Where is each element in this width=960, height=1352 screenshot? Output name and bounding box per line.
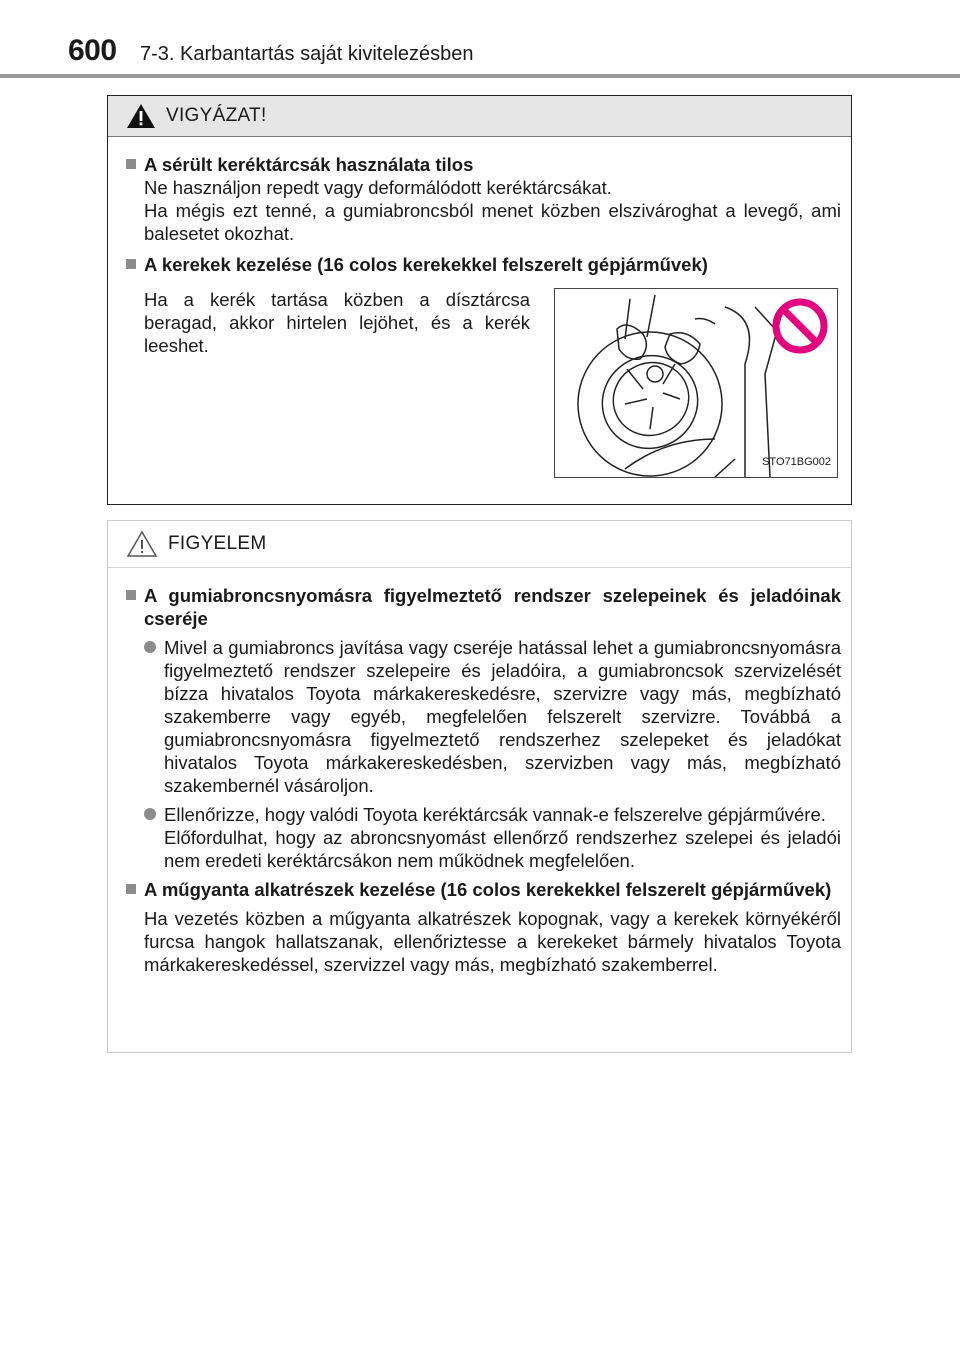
warning-item-text: Ha a kerék tartása közben a dísztárcsa beragad, akkor hirtelen lejöhet, és a kerék leeshet. [144,289,530,356]
warning-item-text: Ne használjon repedt vagy deformálódott keréktárcsákat. Ha mégis ezt tenné, a gumiabroncsból menet közben elszivároghat a levegő, ami balesetet okozhat. [144,177,841,244]
round-bullet-icon [144,808,156,820]
warning-header [108,96,851,137]
warning-title: VIGYÁZAT! [166,105,267,126]
bullet-item: Mivel a gumiabroncs javítása vagy cseréje hatással lehet a gumiabroncsnyomásra figyelmeztető rendszer szelepeire és jeladóira, a gumiabroncsok szervizelését bízza hivatalos Toyota márkakereskedésre, szervizre vagy más, megbízható szakemberre vagy egyéb, megfelelően felszerelt szervizre. Továbbá a gumiabroncsnyomásra figyelmeztető rendszerhez szelepeket és jeladókat hivatalos Toyota márkakereskedésben, szervizben vagy más, megbízható szakembernél vásároljon. [144,636,841,797]
square-bullet-icon [126,259,136,269]
warning-triangle-icon [126,103,156,129]
notice-item-title: A műgyanta alkatrészek kezelése (16 colos kerekekkel felszerelt gépjárművek) [124,878,841,901]
page-number: 600 [68,34,117,67]
notice-box [107,520,852,1053]
notice-title: FIGYELEM [168,533,267,554]
chapter-title: 7-3. Karbantartás saját kivitelezésben [140,43,474,65]
notice-triangle-icon [126,530,158,558]
notice-item-title: A gumiabroncsnyomásra figyelmeztető rendszer szelepeinek és jeladóinak cseréje [124,584,841,630]
square-bullet-icon [126,159,136,169]
square-bullet-icon [126,590,136,600]
prohibition-icon [771,297,829,355]
notice-header [108,521,851,568]
warning-box [107,95,852,505]
notice-item-text: Ha vezetés közben a műgyanta alkatrészek kopognak, vagy a kerekek környékéről furcsa hangok hallatszanak, ellenőriztesse a kerekeket bármely hivatalos Toyota márkakereskedéssel, szervizzel vagy más, megbízható szakemberrel. [144,908,841,975]
round-bullet-icon [144,641,156,653]
header-rule [0,74,960,78]
bullet-item: Ellenőrizze, hogy valódi Toyota keréktárcsák vannak-e felszerelve gépjárművére. Előfordulhat, hogy az abroncsnyomást ellenőrző rendszerhez szelepei és jeladói nem eredeti keréktárcsákon nem működnek megfelelően. [144,803,841,872]
illustration-code: STO71BG002 [762,456,831,468]
square-bullet-icon [126,884,136,894]
wheel-illustration [554,288,838,478]
warning-item-title: A sérült keréktárcsák használata tilos [124,153,841,176]
warning-item-title: A kerekek kezelése (16 colos kerekekkel felszerelt gépjárművek) [124,253,841,276]
page-header [0,0,960,80]
